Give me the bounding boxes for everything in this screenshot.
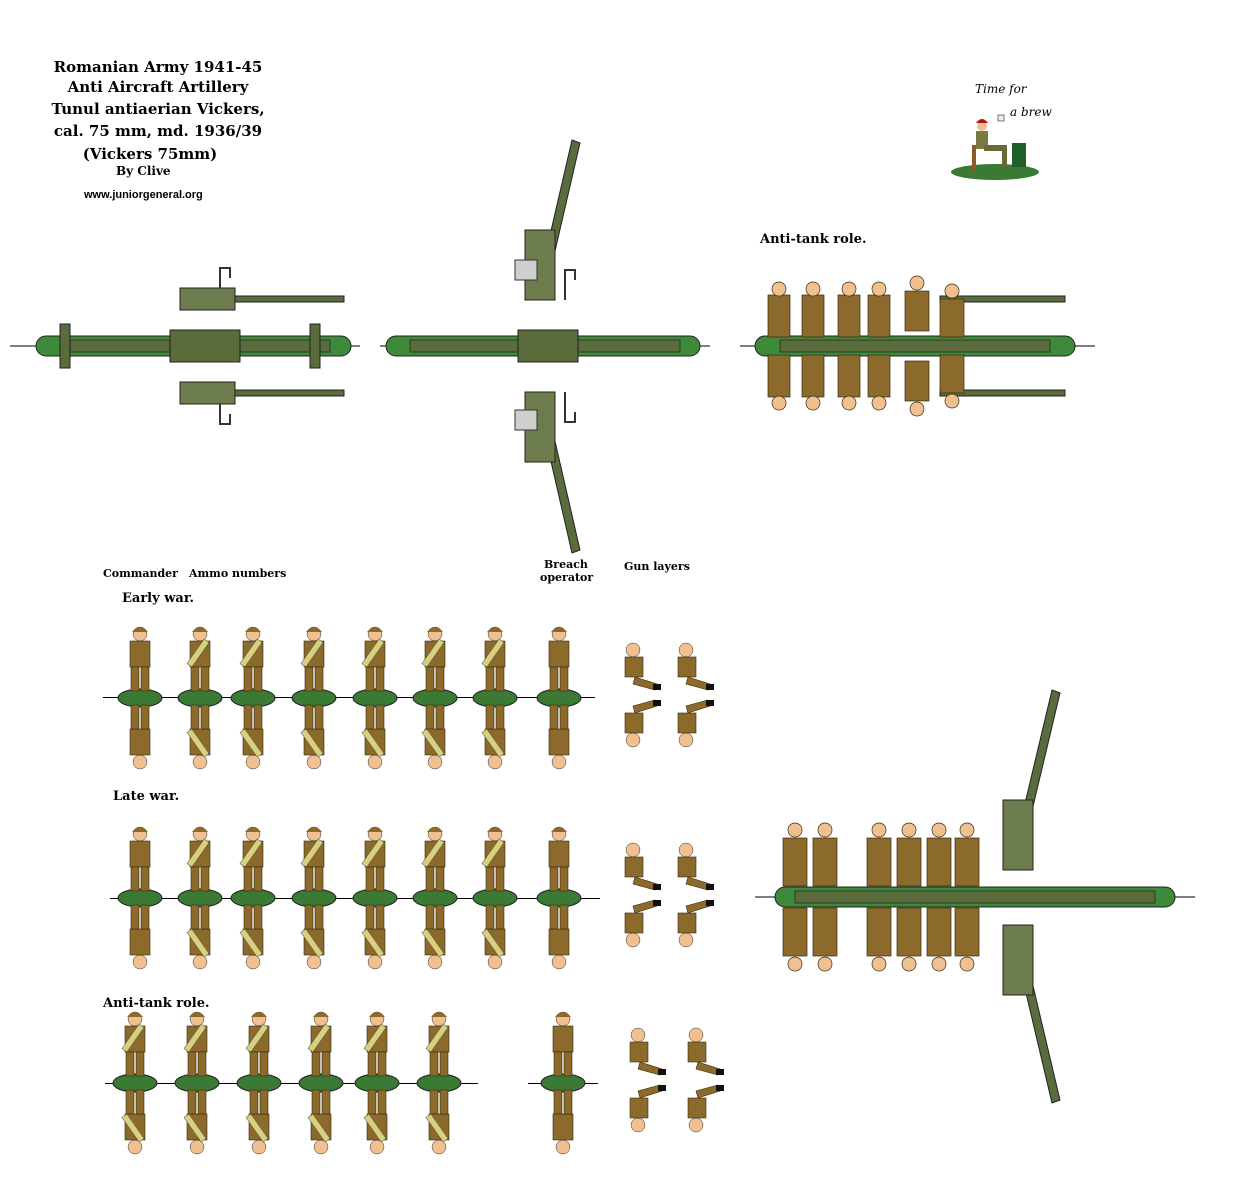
ammo-number-figure — [350, 620, 400, 780]
late-war-label: Late war. — [113, 789, 180, 804]
ammo-number-figure — [470, 820, 520, 980]
anti-tank-crew-figure — [296, 1005, 346, 1165]
gun-firing-mode — [380, 140, 710, 560]
logo-line-1: Time for — [975, 82, 1027, 96]
anti-tank-crew-figure — [172, 1005, 222, 1165]
title-line-1: Romanian Army 1941-45 — [53, 58, 263, 76]
gun-layer-figure — [678, 1025, 728, 1135]
breach-operator-label-2: operator — [540, 571, 594, 584]
commander-label: Commander — [103, 567, 178, 580]
gun-layer-figure — [668, 640, 718, 750]
ammo-number-figure — [289, 820, 339, 980]
anti-tank-crew-figure — [234, 1005, 284, 1165]
gun-layer-figure — [620, 1025, 670, 1135]
brew-soldier-logo — [950, 115, 1040, 180]
gun-anti-tank-with-crew — [740, 265, 1100, 440]
crew-large-lower — [783, 908, 979, 971]
crew-row-upper — [768, 276, 964, 337]
breach-operator-label-1: Breach — [544, 558, 588, 571]
logo-line-2: a brew — [1010, 105, 1052, 119]
ammo-number-figure — [470, 620, 520, 780]
anti-tank-role-label-bottom: Anti-tank role. — [103, 996, 210, 1011]
commander-figure — [115, 820, 165, 980]
ammo-number-figure — [175, 620, 225, 780]
gun-anti-tank-large — [755, 690, 1205, 1110]
ammo-numbers-label: Ammo numbers — [189, 567, 287, 580]
early-war-label: Early war. — [122, 591, 194, 606]
anti-tank-crew-figure — [110, 1005, 160, 1165]
ammo-number-figure — [228, 820, 278, 980]
ammo-number-figure — [228, 620, 278, 780]
commander-figure — [115, 620, 165, 780]
ammo-number-figure — [289, 620, 339, 780]
ammo-number-figure — [175, 820, 225, 980]
breach-operator-figure — [538, 1005, 588, 1165]
breach-operator-figure — [534, 820, 584, 980]
ammo-number-figure — [350, 820, 400, 980]
title-line-2: Anti Aircraft Artillery — [67, 78, 249, 96]
ammo-number-figure — [410, 620, 460, 780]
gun-layer-figure — [668, 840, 718, 950]
gun-layer-figure — [615, 840, 665, 950]
ammo-number-figure — [410, 820, 460, 980]
author: By Clive — [116, 164, 171, 178]
gun-layer-figure — [615, 640, 665, 750]
breach-operator-figure — [534, 620, 584, 780]
crew-row-lower — [768, 355, 964, 416]
gun-travel-mode-1 — [10, 260, 360, 440]
anti-tank-crew-figure — [352, 1005, 402, 1165]
title-line-5: (Vickers 75mm) — [82, 145, 218, 163]
crew-large-upper — [783, 823, 979, 886]
gun-layers-label: Gun layers — [624, 560, 690, 573]
anti-tank-role-label-top: Anti-tank role. — [760, 232, 867, 247]
website-link[interactable]: www.juniorgeneral.org — [84, 189, 203, 201]
anti-tank-crew-figure — [414, 1005, 464, 1165]
title-line-3: Tunul antiaerian Vickers, — [51, 100, 265, 118]
title-line-4: cal. 75 mm, md. 1936/39 — [53, 122, 263, 140]
